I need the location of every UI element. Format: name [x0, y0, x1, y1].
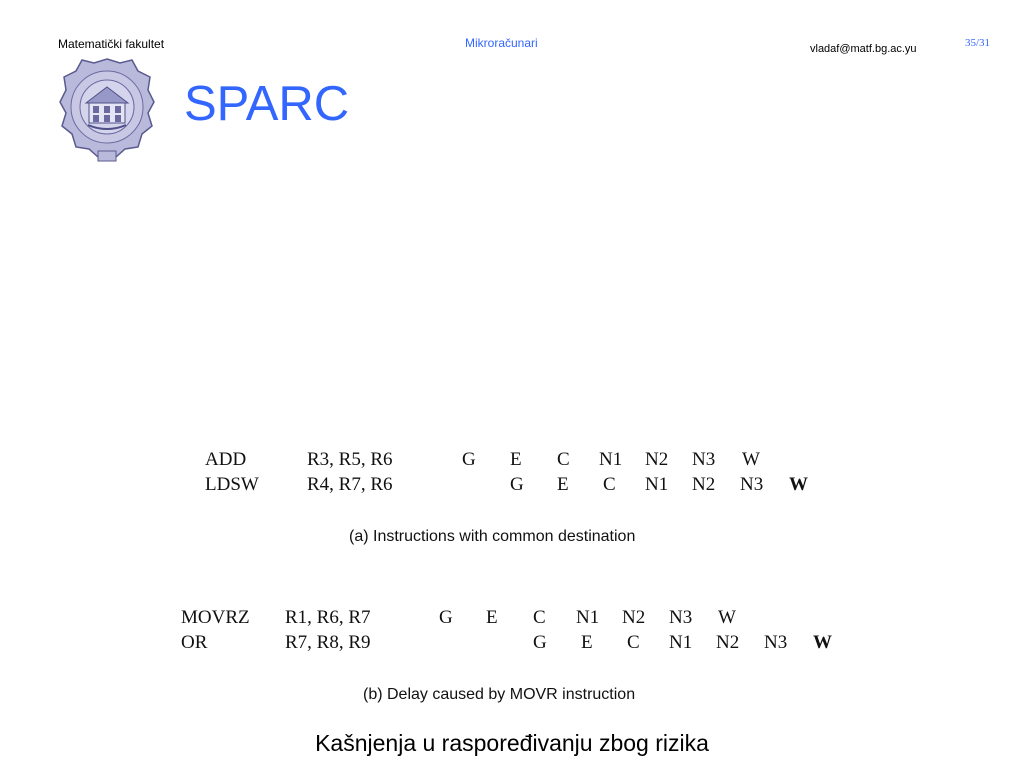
opcode: LDSW — [205, 474, 259, 495]
slide-subtitle: Kašnjenja u raspoređivanju zbog rizika — [315, 730, 709, 756]
stage: N1 — [576, 607, 600, 628]
page-number: 35/31 — [965, 37, 991, 49]
course-name: Mikroračunari — [465, 36, 538, 50]
stage: N1 — [669, 632, 693, 653]
stage: W — [742, 449, 760, 470]
stage: C — [627, 632, 640, 653]
stage: N3 — [692, 449, 716, 470]
stage: C — [557, 449, 570, 470]
stage: C — [533, 607, 546, 628]
slide-title: SPARC — [184, 77, 350, 131]
figure-b-caption: (b) Delay caused by MOVR instruction — [363, 686, 636, 703]
stage: N2 — [645, 449, 669, 470]
stage: E — [510, 449, 522, 470]
stage: W — [718, 607, 736, 628]
stage: N3 — [740, 474, 764, 495]
operands: R7, R8, R9 — [285, 632, 371, 653]
opcode: OR — [181, 632, 208, 653]
operands: R1, R6, R7 — [285, 607, 371, 628]
stage: N3 — [669, 607, 693, 628]
stage: G — [462, 449, 476, 470]
author-email: vladaf@matf.bg.ac.yu — [810, 43, 917, 55]
stage: N1 — [599, 449, 623, 470]
stage: G — [439, 607, 453, 628]
stage: G — [533, 632, 547, 653]
figure-a-caption: (a) Instructions with common destination — [349, 528, 636, 545]
stage: C — [603, 474, 616, 495]
opcode: MOVRZ — [181, 607, 250, 628]
stage: E — [486, 607, 498, 628]
opcode: ADD — [205, 449, 247, 470]
operands: R3, R5, R6 — [307, 449, 393, 470]
stage: N2 — [692, 474, 716, 495]
stage: N3 — [764, 632, 788, 653]
stage: G — [510, 474, 524, 495]
stage: N2 — [716, 632, 740, 653]
stage: E — [557, 474, 569, 495]
stage: N1 — [645, 474, 669, 495]
faculty-name: Matematički fakultet — [58, 37, 165, 51]
operands: R4, R7, R6 — [307, 474, 393, 495]
university-seal-icon — [58, 55, 156, 167]
stage: W — [789, 474, 808, 495]
stage: E — [581, 632, 593, 653]
stage: N2 — [622, 607, 646, 628]
stage: W — [813, 632, 832, 653]
